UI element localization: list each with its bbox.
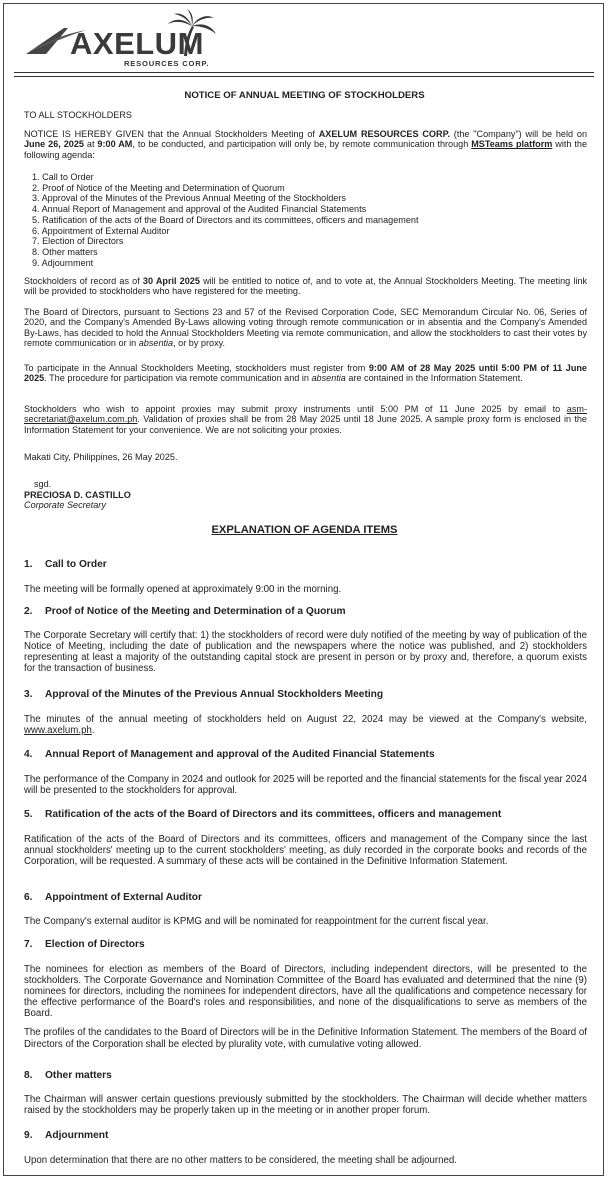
item-heading-3: 3. Approval of the Minutes of the Previous Annual Stockholders Meeting [24, 689, 384, 700]
notice-title: NOTICE OF ANNUAL MEETING OF STOCKHOLDERS [184, 90, 425, 101]
item-heading-4: 4. Annual Report of Management and approval of the Audited Financial Statements [24, 749, 435, 760]
axelum-logo [24, 8, 224, 72]
header-rule-1 [14, 72, 594, 73]
notice-paragraph-record-date: Stockholders of record as of 30 April 2025 will be entitled to notice of, and to vote at, the Annual Stockholders Meeting. The meeting link will be provided to stockholders who have registered for the meeting. [24, 276, 587, 297]
item-heading-1: 1. Call to Order [24, 559, 107, 570]
place-date: Makati City, Philippines, 26 May 2025. [24, 452, 178, 462]
agenda-item: 6. Appointment of External Auditor [32, 225, 170, 236]
header-rule-2 [14, 76, 594, 77]
item-body-6: The Company's external auditor is KPMG and will be nominated for reappointment for the current fiscal year. [24, 916, 489, 927]
item-body-3: The minutes of the annual meeting of stockholders held on August 22, 2024 may be viewed at the Company's website, www.axelum.ph. [24, 714, 587, 737]
agenda-item: 9. Adjournment [32, 257, 94, 268]
item-body-8: The Chairman will answer certain questions previously submitted by the stockholders. The Chairman will decide whether matters raised by the stockholders may be properly taken up in the meeting or in another proper forum. [24, 1094, 587, 1117]
agenda-item: 4. Annual Report of Management and approval of the Audited Financial Statements [32, 204, 367, 215]
notice-paragraph-1: NOTICE IS HEREBY GIVEN that the Annual Stockholders Meeting of AXELUM RESOURCES CORP. (the "Company") will be held on June 26, 2025 at 9:00 AM, to be conducted, and participation will only be, by remote communication through MSTeams platform with the following agenda: [24, 129, 587, 160]
item-heading-7: 7. Election of Directors [24, 939, 145, 950]
item-body-1: The meeting will be formally opened at approximately 9:00 in the morning. [24, 584, 342, 595]
item-body-7: The nominees for election as members of the Board of Directors, including independent directors, will be presented to the stockholders. The Corporate Governance and Nomination Committee of the Board has evaluated and determined that the nine (9) nominees for directors, including the nominees for independent directors, have all the qualifications and competence necessary for the effective performance of the Board's roles and responsibilities, and none of the disqualifications to serve as members of the Board. The profiles of the candidates to the Board of Directors will be in the Definitive Information Statement. The members of the Board of Directors of the Corporation shall be elected by plurality vote, with cumulative voting allowed. [24, 964, 587, 1050]
msteams-platform-link: MSTeams platform [471, 139, 553, 150]
agenda-item: 8. Other matters [32, 246, 98, 257]
agenda-item: 7. Election of Directors [32, 236, 124, 247]
notice-addressee: TO ALL STOCKHOLDERS [24, 110, 132, 120]
agenda-item: 3. Approval of the Minutes of the Previous Annual Meeting of the Stockholders [32, 193, 346, 204]
item-heading-2: 2. Proof of Notice of the Meeting and Determination of a Quorum [24, 606, 346, 617]
item-heading-9: 9. Adjournment [24, 1130, 109, 1141]
agenda-item: 1. Call to Order [32, 172, 94, 182]
item-heading-5: 5. Ratification of the acts of the Board of Directors and its committees, officers and management [24, 809, 502, 820]
secretariat-email-link[interactable]: asm-secretariat@axelum.com.ph [24, 404, 587, 425]
item-body-2: The Corporate Secretary will certify that: 1) the stockholders of record were duly notified of the meeting by way of publication of the Notice of Meeting, including the date of publication and the newspapers where the notice was published, and 2) stockholders representing at least a majority of the outstanding capital stock are present in person or by proxy and, therefore, a quorum exists for the transaction of business. [24, 630, 587, 675]
signature-block [24, 479, 131, 511]
logo-brand: AXELUM [70, 26, 204, 61]
explanation-title: EXPLANATION OF AGENDA ITEMS [211, 524, 398, 536]
logo-subtitle: RESOURCES CORP. [124, 59, 210, 68]
company-website-link[interactable]: www.axelum.ph [24, 725, 92, 737]
agenda-item: 5. Ratification of the acts of the Board of Directors and its committees, officers and management [32, 214, 419, 225]
item-body-4: The performance of the Company in 2024 and outlook for 2025 will be reported and the financial statements for the fiscal year 2024 will be presented to the stockholders for approval. [24, 774, 587, 797]
agenda-list [32, 172, 419, 268]
notice-paragraph-board: The Board of Directors, pursuant to Sections 23 and 57 of the Revised Corporation Code, SEC Memorandum Circular No. 06, Series of 2020, and the Company's Amended By-Laws allowing voting through remote communication or in absentia and the Company's Amended By-Laws, has decided to hold the Annual Stockholders Meeting via remote communication, and allow the stockholders to cast their votes by remote communication or in absentia, or by proxy. [24, 307, 587, 349]
item-body-9: Upon determination that there are no other matters to be considered, the meeting shall be adjourned. [24, 1155, 457, 1166]
agenda-item: 2. Proof of Notice of the Meeting and Determination of Quorum [32, 182, 285, 193]
item-heading-6: 6. Appointment of External Auditor [24, 892, 202, 903]
signatory-title: Corporate Secretary [24, 500, 106, 511]
notice-paragraph-registration: To participate in the Annual Stockholders Meeting, stockholders must register from 9:00 AM of 28 May 2025 until 5:00 PM of 11 June 2025. The procedure for participation via remote communication and in absentia are contained in the Information Statement. [24, 363, 587, 384]
sgd-label: sgd. [34, 479, 52, 489]
item-heading-8: 8. Other matters [24, 1070, 112, 1081]
signatory-name: PRECIOSA D. CASTILLO [24, 489, 131, 500]
notice-paragraph-proxies: Stockholders who wish to appoint proxies may submit proxy instruments until 5:00 PM of 11 June 2025 by email to asm-secretariat@axelum.com.ph. Validation of proxies shall be from 28 May 2025 until 18 June 2025. A sample proxy form is enclosed in the Information Statement for your convenience. We are not soliciting your proxies. [24, 404, 587, 435]
item-body-5: Ratification of the acts of the Board of Directors and its committees, officers and management of the Company since the last annual stockholders' meeting up to the current stockholders' meeting, as duly recorded in the corporate books and records of the Corporation, will be requested. A summary of these acts will be contained in the Definitive Information Statement. [24, 834, 587, 868]
